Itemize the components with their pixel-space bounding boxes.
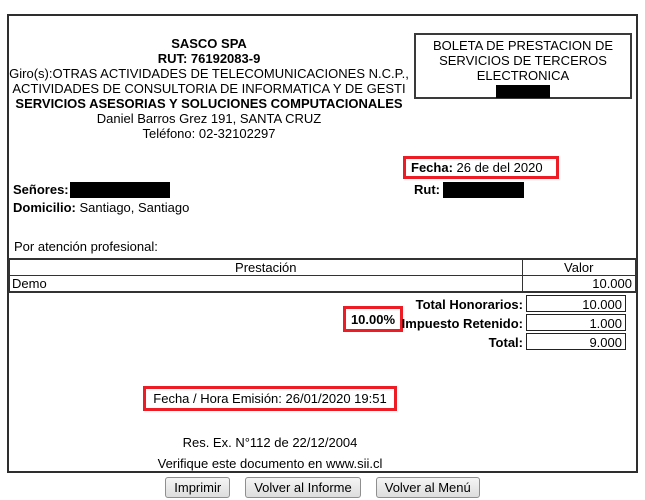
senores-label: Señores: (13, 182, 69, 197)
domicilio-label: Domicilio: (13, 200, 76, 215)
company-address: Daniel Barros Grez 191, SANTA CRUZ (96, 111, 322, 126)
emission-datetime-highlight-box (143, 386, 397, 411)
total-honorarios-label: Total Honorarios: (415, 297, 523, 312)
senores-row (13, 181, 170, 198)
rut-value-redacted (443, 182, 524, 198)
back-to-report-button[interactable]: Volver al Informe (245, 477, 361, 498)
impuesto-retenido-label: Impuesto Retenido: (401, 316, 523, 331)
company-giro: Giro(s):OTRAS ACTIVIDADES DE TELECOMUNICACIONES N.C.P., ACTIVIDADES DE CONSULTORIA DE INFORMATICA Y DE GESTI (9, 66, 409, 96)
prestacion-table (8, 258, 637, 293)
fecha-label: Fecha: (411, 160, 453, 175)
total-value: 9.000 (526, 333, 626, 350)
back-to-menu-button[interactable]: Volver al Menú (376, 477, 480, 498)
fecha-highlight-box (403, 156, 559, 179)
rut-label: Rut: (414, 182, 440, 197)
emitter-header (8, 36, 410, 141)
domicilio-value: Santiago, Santiago (79, 200, 190, 215)
retention-rate: 10.00% (350, 311, 396, 327)
print-button[interactable]: Imprimir (165, 477, 230, 498)
total-label: Total: (488, 335, 523, 350)
boleta-title: BOLETA DE PRESTACION DE SERVICIOS DE TERCEROS ELECTRONICA (432, 38, 614, 83)
company-name: SASCO SPA (171, 36, 247, 51)
valor-cell: 10.000 (522, 276, 636, 293)
col-header-prestacion: Prestación (9, 259, 522, 276)
resolution-text: Res. Ex. N°112 de 22/12/2004 (182, 435, 358, 450)
atencion-label: Por atención profesional: (14, 239, 158, 254)
company-services: SERVICIOS ASESORIAS Y SOLUCIONES COMPUTACIONALES (15, 96, 403, 111)
boleta-type-box (414, 33, 632, 99)
prestacion-cell: Demo (9, 276, 522, 293)
boleta-number-redacted (496, 85, 550, 98)
company-phone: Teléfono: 02-32102297 (142, 126, 276, 141)
impuesto-retenido-value: 1.000 (526, 314, 626, 331)
table-row (9, 276, 636, 293)
action-buttons (0, 477, 645, 498)
col-header-valor: Valor (522, 259, 636, 276)
table-header-row (9, 259, 636, 276)
senores-value-redacted (70, 182, 170, 198)
fecha-value: 26 de del 2020 (456, 160, 543, 175)
total-honorarios-value: 10.000 (526, 295, 626, 312)
domicilio-row (13, 200, 189, 217)
rut-row (414, 181, 524, 198)
company-rut: RUT: 76192083-9 (157, 51, 261, 66)
emission-datetime: Fecha / Hora Emisión: 26/01/2020 19:51 (153, 391, 387, 406)
verify-text: Verifique este documento en www.sii.cl (157, 456, 383, 471)
